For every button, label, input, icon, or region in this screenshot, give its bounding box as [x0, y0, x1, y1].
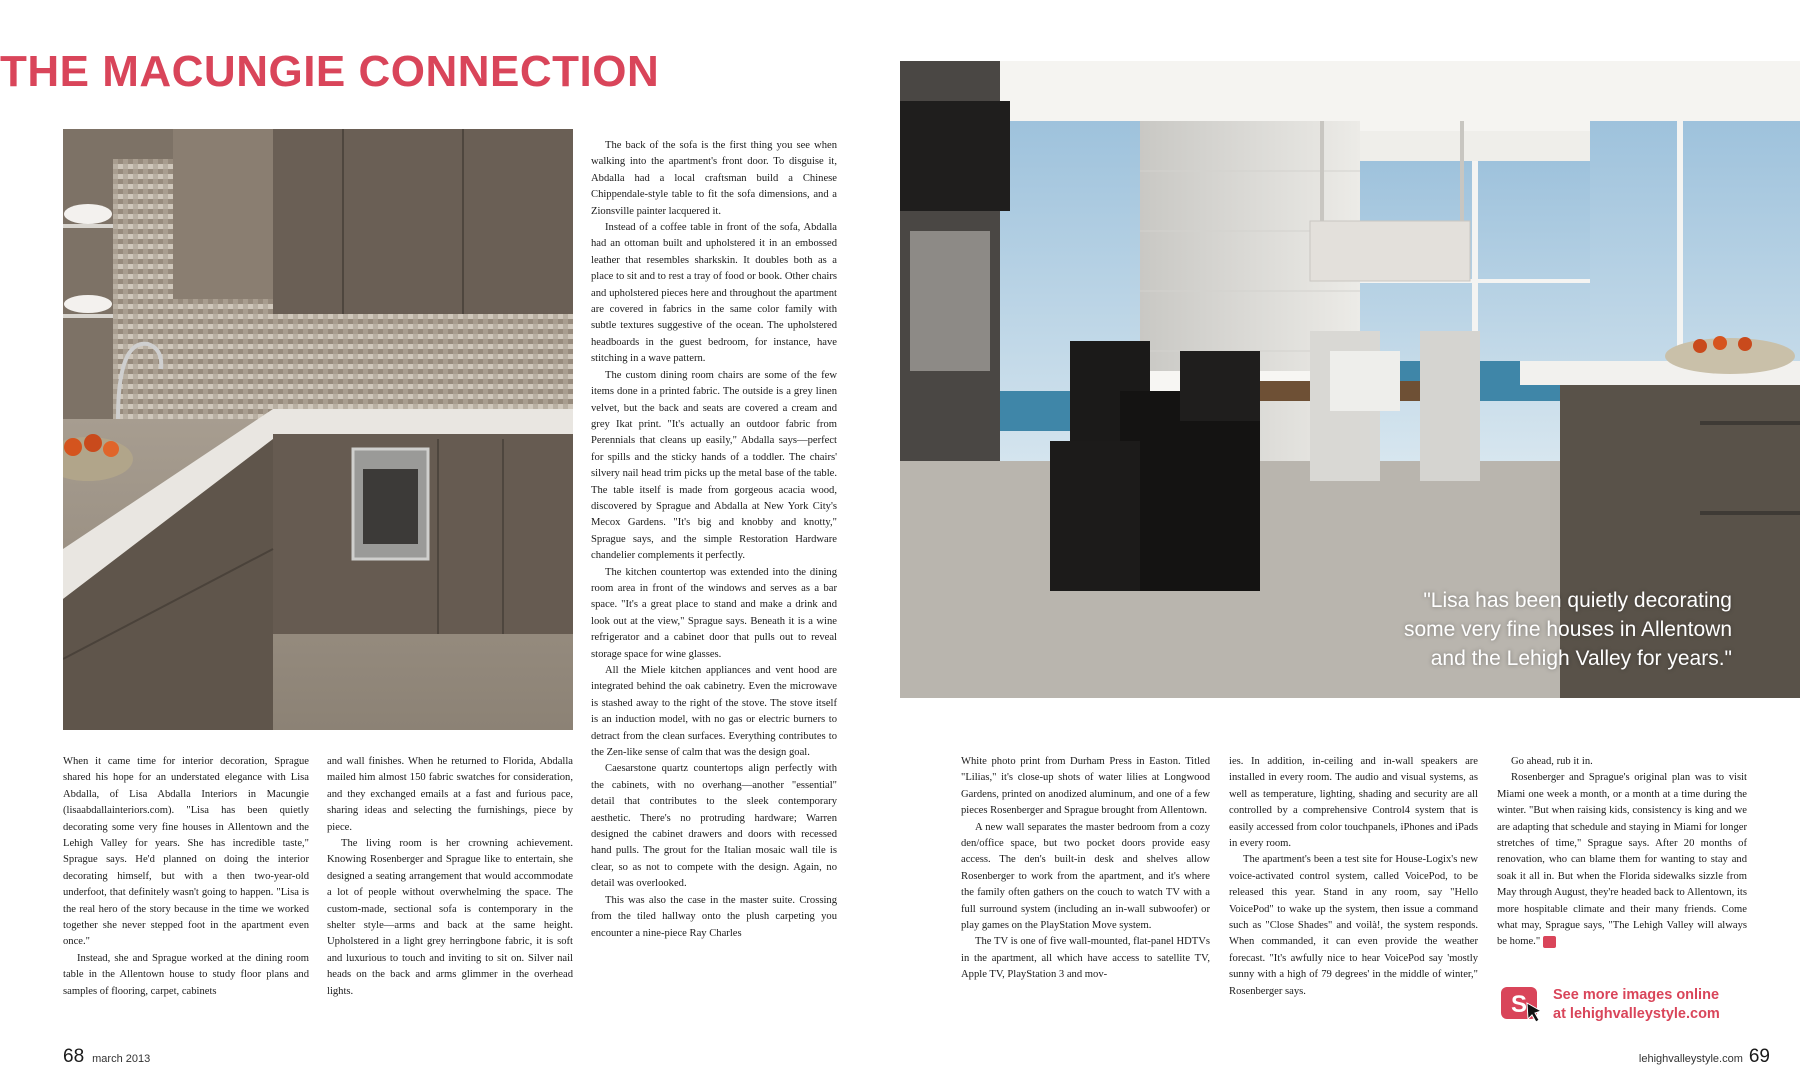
paragraph: The living room is her crowning achievement. Knowing Rosenberger and Sprague like to entertain, she designed a seating arrangement that would accommodate a lot of people without overwhelming the space. The custom-made, sectional sofa is contemporary in the shelter style—arms and back at the same height. Upholstered in a light grey herringbone fabric, it is soft and luxurious to touch and inviting to sit on. Silver nail heads on the back and arms glimmer in the overhead lights. [327, 838, 573, 997]
end-mark-icon: S [1543, 936, 1556, 948]
right-folio [1639, 1046, 1770, 1068]
kitchen-photo [63, 129, 573, 730]
paragraph: Instead, she and Sprague worked at the dining room table in the Allentown house to study floor plans and samples of flooring, carpet, cabinets [63, 952, 309, 997]
paragraph: White photo print from Durham Press in Easton. Titled "Lilias," it's close-up shots of water lilies at Longwood Gardens, printed on anodized aluminum, and one of a few pieces Rosenberger and Sprague brought from Allentown. [961, 756, 1210, 817]
paragraph: The back of the sofa is the first thing you see when walking into the apartment's front door. To disguise it, Abdalla had a local craftsman build a Chinese Chippendale-style table to fit the sofa dimensions, and a Zionsville painter lacquered it. [591, 140, 837, 217]
style-logo-icon [1500, 983, 1544, 1023]
paragraph: All the Miele kitchen appliances and vent hood are integrated behind the oak cabinetry. Even the microwave is stashed away to the right of the stove. The stove itself is an induction model, with no gas or electric burners to detract from the clean surfaces. Everything contributes to the Zen-like sense of calm that was the design goal. [591, 665, 837, 759]
promo-link[interactable]: at lehighvalleystyle.com [1553, 1006, 1720, 1022]
online-promo[interactable] [1500, 983, 1770, 1025]
article-column-4 [961, 754, 1210, 984]
paragraph: The TV is one of five wall-mounted, flat-panel HDTVs in the apartment, all which have access to satellite TV, Apple TV, PlayStation 3 and mov- [961, 936, 1210, 981]
page-number-right: 69 [1748, 1046, 1770, 1067]
paragraph: The custom dining room chairs are some of the few items done in a printed fabric. The outside is a grey linen velvet, but the back and seats are covered a cream and grey Ikat print. "It's actually an outdoor fabric from Perennials that cleans up easily," Abdalla says—perfect for spills and the sticky hands of a toddler. The chairs' silvery nail head trim picks up the metal base of the table. The table itself is made from gorgeous acacia wood, discovered by Sprague and Abdalla at New York City's Mecox Gardens. "It's big and knobby and knotty," Sprague says, and the simple Restoration Hardware chandelier complements it perfectly. [591, 369, 837, 562]
paragraph: When it came time for interior decoration, Sprague shared his hope for an understated elegance with Lisa Abdalla, of Lisa Abdalla Interiors in Macungie (lisaabdallainteriors.com). "Lisa has been quietly decorating some very fine houses in Allentown and the Lehigh Valley for years. She has incredible taste," Sprague says. He'd planned on doing the interior decorating himself, but with a then two-year-old underfoot, that definitely wasn't going to happen. "Lisa is the real hero of the story because in the time we worked together she never stepped foot in the apartment even once." [63, 756, 309, 948]
closing-paragraph-text: Rosenberger and Sprague's original plan was to visit Miami one week a month, or a month at a time during the winter. "But when raising kids, consistency is king and we are adapting that schedule and staying in Miami for longer stretches of time," Sprague says. After 20 months of renovation, who can blame them for wanting to stay and soak it all in. But when the Florida sidewalks sizzle from May through August, they're headed back to Allentown, its more hospitable climate and their many friends. Come what may, Sprague says, "The Lehigh Valley will always be home." [1497, 772, 1747, 948]
pull-quote: "Lisa has been quietly decorating some very fine houses in Allentown and the Lehigh Valley for years." [1403, 589, 1732, 670]
article-column-5 [1229, 754, 1478, 1000]
article-column-1 [63, 754, 309, 1000]
paragraph: This was also the case in the master suite. Crossing from the tiled hallway onto the plush carpeting you encounter a nine-piece Ray Charles [591, 894, 837, 939]
promo-text[interactable] [1553, 986, 1720, 1024]
promo-line-1: See more images online [1553, 987, 1720, 1003]
article-column-2 [327, 754, 573, 1000]
paragraph: Go ahead, rub it in. [1511, 756, 1593, 767]
paragraph: Instead of a coffee table in front of the sofa, Abdalla had an ottoman built and upholstered it in an embossed leather that resembles sharkskin. It doubles both as a place to sit and to rest a tray of food or book. Other chairs and upholstered pieces here and throughout the apartment are covered in fabrics in the same color family with subtle textures suggestive of the ocean. The upholstered headboards in the guest bedroom, for instance, have stitching in a wave pattern. [591, 222, 837, 365]
footer-site-link[interactable]: lehighvalleystyle.com [1638, 1053, 1743, 1065]
paragraph: Caesarstone quartz countertops align perfectly with the cabinets, with no overhang—another "essential" detail that contributes to the sleek contemporary aesthetic. There's no protruding hardware; Warren designed the cabinet drawers and doors with recessed hand pulls. The grout for the Italian mosaic wall tile is clear, so as not to compete with the design. Again, no detail was overlooked. [591, 763, 837, 890]
issue-date: march 2013 [92, 1053, 151, 1065]
article-column-6 [1497, 754, 1747, 951]
paragraph: ies. In addition, in-ceiling and in-wall speakers are installed in every room. The audio and visual systems, as well as temperature, lighting, shading and security are all controlled by a comprehensive Control4 system that is easily accessed from color touchpanels, iPhones and iPads in every room. [1229, 756, 1478, 850]
paragraph: A new wall separates the master bedroom from a cozy den/office space, but two pocket doors provide easy access. The den's built-in desk and shelves allow Rosenberger to work from the apartment, and it's where the family often gathers on the couch to watch TV with a full surround system (including an in-wall subwoofer) or play games on the PlayStation Move system. [961, 821, 1210, 932]
paragraph: and wall finishes. When he returned to Florida, Abdalla mailed him almost 150 fabric swatches for consideration, and they exchanged emails at a fast and furious pace, sharing ideas and selecting the furnishings, piece by piece. [327, 756, 573, 833]
paragraph: The kitchen countertop was extended into the dining room area in front of the windows and serves as a bar space. "It's a great place to stand and make a drink and look out at the view," Sprague says. Beneath it is a wine refrigerator and a cabinet door that pulls out to reveal storage space for wine glasses. [591, 566, 837, 660]
paragraph [1497, 770, 1747, 950]
left-folio [63, 1046, 150, 1068]
svg-text:S: S [1510, 991, 1528, 1018]
paragraph: The apartment's been a test site for House-Logix's new voice-activated control system, called VoicePod, to be released this year. Stand in any room, say "Hello VoicePod" to wake up the system, then issue a command such as "Close Shades" and voilà!, the system responds. When commanded, it can even provide the weather forecast. "It's awfully nice to hear VoicePod say 'mostly sunny with a high of 79 degrees' in the middle of winter," Rosenberger says. [1229, 854, 1478, 997]
headline: THE MACUNGIE CONNECTION [0, 47, 660, 96]
page-number-left: 68 [63, 1046, 85, 1067]
article-column-3 [591, 138, 837, 942]
